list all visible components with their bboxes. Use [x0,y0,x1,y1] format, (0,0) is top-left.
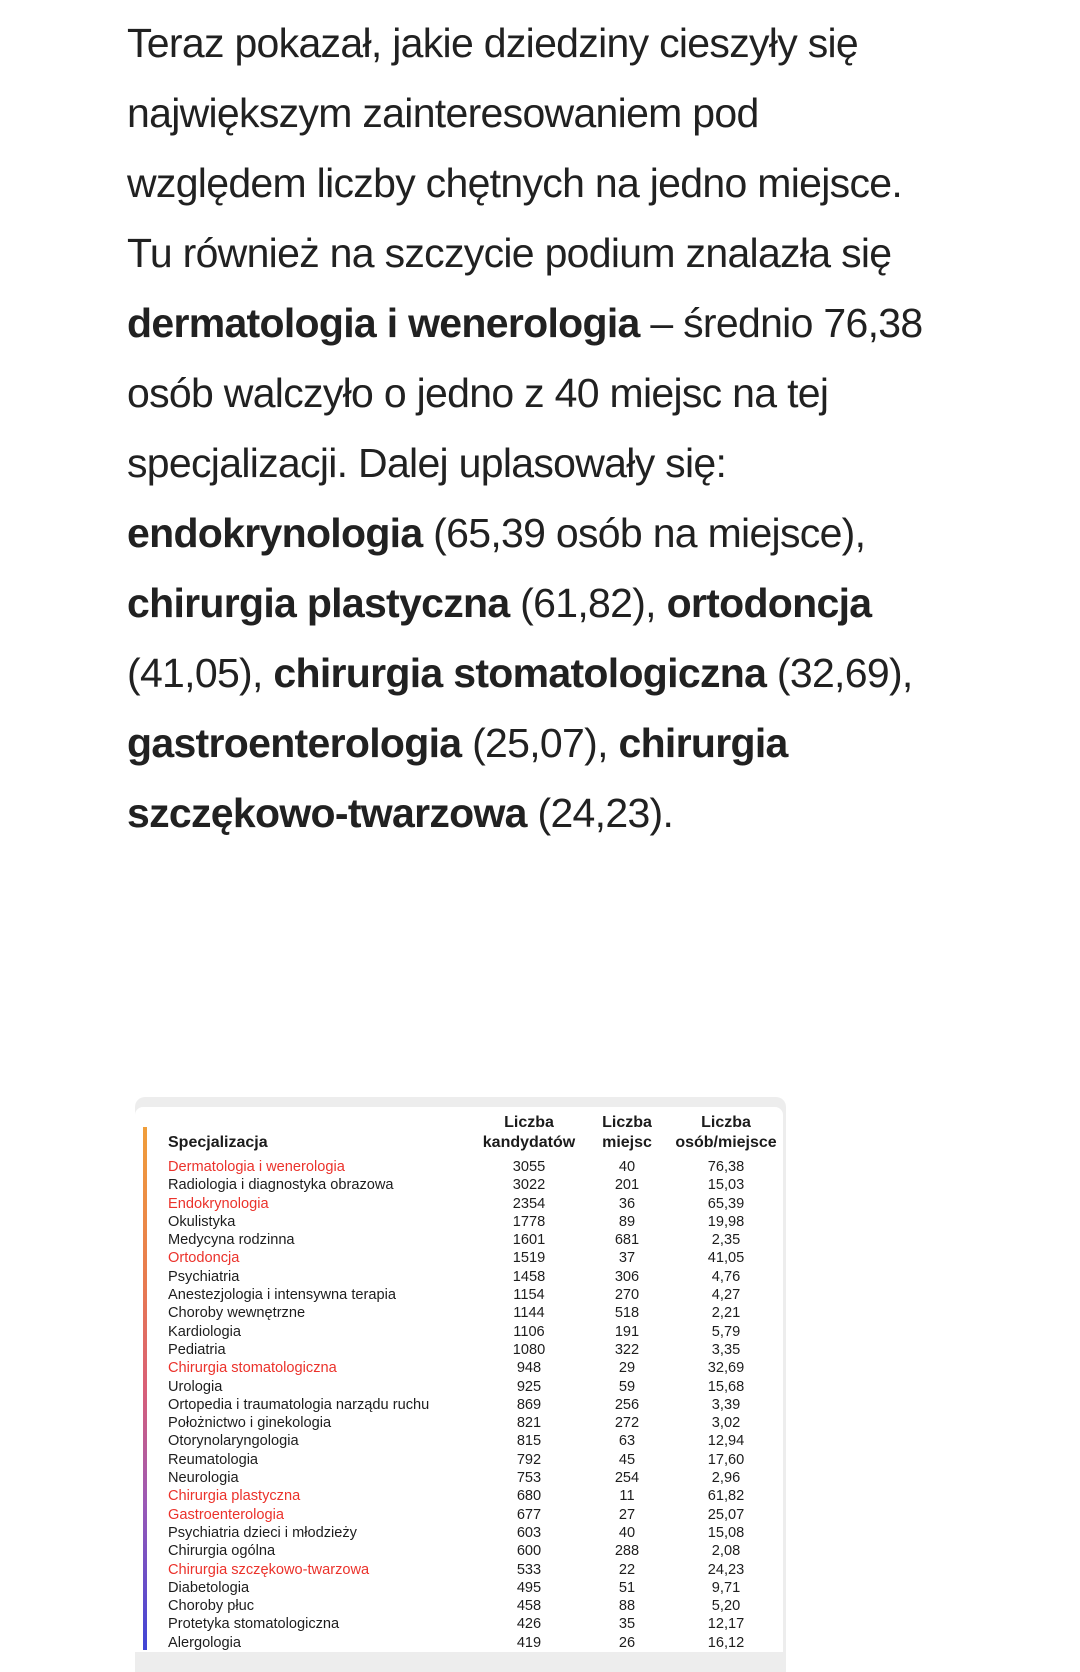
specialization-name: Kardiologia [168,1323,242,1340]
table-row [135,1213,783,1231]
ratio-value: 61,82 [707,1488,745,1505]
places-value: 256 [614,1396,640,1413]
ratio-value: 12,17 [707,1616,745,1633]
places-value: 29 [618,1360,636,1377]
table-row [135,1432,783,1450]
table-row [135,1451,783,1469]
ratio-value: 16,12 [707,1634,745,1651]
article-paragraph [127,8,927,848]
ratio-value: 3,35 [711,1341,741,1358]
places-value: 518 [614,1305,640,1322]
candidates-value: 3022 [512,1177,546,1194]
ratio-value: 4,27 [711,1287,741,1304]
candidates-value: 419 [516,1634,542,1651]
ratio-value: 15,03 [707,1177,745,1194]
candidates-value: 3055 [512,1159,546,1175]
article-text-segment: (32,69), [766,650,913,696]
places-value: 63 [618,1433,636,1450]
specialization-name: Radiologia i diagnostyka obrazowa [168,1177,394,1194]
article-bold-segment: endokrynologia [127,510,423,556]
ratio-value: 76,38 [707,1159,745,1175]
ratio-value: 25,07 [707,1506,745,1523]
table-row [135,1414,783,1432]
places-value: 89 [618,1213,636,1230]
specialization-name: Gastroenterologia [168,1506,285,1523]
places-value: 272 [614,1415,640,1432]
table-body [135,1158,783,1652]
places-value: 27 [618,1506,636,1523]
table-row [135,1597,783,1615]
specialization-name: Urologia [168,1378,223,1395]
table-row [135,1506,783,1524]
candidates-value: 603 [516,1524,542,1541]
ratio-value: 4,76 [711,1268,741,1285]
candidates-value: 1458 [512,1268,546,1285]
candidates-value: 815 [516,1433,542,1450]
ratio-value: 2,21 [711,1305,741,1322]
candidates-value: 680 [516,1488,542,1505]
places-value: 681 [614,1232,640,1249]
specializations-table-image [135,1097,786,1672]
ratio-value: 2,96 [711,1470,741,1487]
header-specialization [168,1113,475,1153]
places-value: 37 [618,1250,636,1267]
candidates-value: 1106 [513,1323,545,1340]
specialization-name: Psychiatria [168,1268,240,1285]
ratio-value: 19,98 [707,1213,745,1230]
article-bold-segment: chirurgia szczękowo-twarzowa [127,720,788,836]
ratio-value: 32,69 [707,1360,745,1377]
places-value: 40 [618,1524,636,1541]
table-row [135,1378,783,1396]
specialization-name: Okulistyka [168,1213,236,1230]
ratio-value: 9,71 [711,1579,741,1596]
places-value: 22 [618,1561,636,1578]
places-value: 35 [618,1616,636,1633]
article-bold-segment: dermatologia i wenerologia [127,300,640,346]
table-row [135,1542,783,1560]
specialization-name: Chirurgia plastyczna [168,1488,301,1505]
ratio-value: 5,79 [711,1323,741,1340]
specialization-name: Alergologia [168,1634,242,1651]
table-row [135,1231,783,1249]
table-row [135,1487,783,1505]
article-text-segment: – średnio 76,38 osób walczyło o jedno z 40 miejsc na tej specjalizacji. Dalej uplasowały się: [127,300,923,486]
candidates-value: 1154 [513,1287,545,1304]
candidates-value: 948 [516,1360,542,1377]
ratio-value: 3,02 [711,1415,741,1432]
article-bold-segment: gastroenterologia [127,720,462,766]
table-card [135,1107,783,1652]
table-row [135,1249,783,1267]
specialization-name: Neurologia [168,1470,239,1487]
specialization-name: Choroby płuc [168,1598,254,1615]
ratio-value: 5,20 [711,1598,741,1615]
table-row [135,1158,783,1176]
ratio-value: 65,39 [707,1195,745,1212]
specialization-name: Anestezjologia i intensywna terapia [168,1287,396,1304]
table-row [135,1323,783,1341]
article-text-segment: (25,07), [461,720,619,766]
specialization-name: Choroby wewnętrzne [168,1305,306,1322]
specialization-name: Dermatologia i wenerologia [168,1159,345,1175]
places-value: 45 [618,1451,636,1468]
places-value: 322 [614,1341,640,1358]
places-value: 270 [614,1287,640,1304]
article-text-segment: (41,05), [127,650,274,696]
specialization-name: Diabetologia [168,1579,250,1596]
specialization-name: Chirurgia szczękowo-twarzowa [168,1561,370,1578]
article-text-segment: (24,23). [526,790,674,836]
candidates-value: 1778 [512,1213,546,1230]
ratio-value: 2,08 [711,1543,741,1560]
table-header-row [135,1113,783,1153]
places-value: 306 [614,1268,640,1285]
table-row [135,1561,783,1579]
places-value: 40 [618,1159,636,1175]
table-row [135,1524,783,1542]
article-text-segment: (61,82), [509,580,667,626]
candidates-value: 2354 [512,1195,546,1212]
candidates-value: 458 [516,1598,542,1615]
candidates-value: 677 [516,1506,542,1523]
places-value: 59 [618,1378,636,1395]
specialization-name: Reumatologia [168,1451,259,1468]
candidates-value: 753 [516,1470,542,1487]
specialization-name: Chirurgia stomatologiczna [168,1360,337,1377]
header-places: Liczba miejsc [602,1114,652,1151]
specialization-name: Ortodoncja [168,1250,240,1267]
specialization-name: Położnictwo i ginekologia [168,1415,332,1432]
specialization-name: Ortopedia i traumatologia narządu ruchu [168,1396,430,1413]
specialization-name: Endokrynologia [168,1195,269,1212]
places-value: 11 [619,1488,635,1505]
article-bold-segment: chirurgia plastyczna [127,580,510,626]
table-row [135,1268,783,1286]
places-value: 254 [614,1470,640,1487]
candidates-value: 1601 [512,1232,546,1249]
candidates-value: 1080 [512,1341,546,1358]
ratio-value: 2,35 [711,1232,741,1249]
candidates-value: 821 [516,1415,542,1432]
article-bold-segment: ortodoncja [666,580,872,626]
candidates-value: 495 [516,1579,542,1596]
candidates-value: 925 [516,1378,542,1395]
candidates-value: 600 [516,1543,542,1560]
article-bold-segment: chirurgia stomatologiczna [273,650,767,696]
places-value: 201 [614,1177,640,1194]
ratio-value: 15,08 [707,1524,745,1541]
table-row [135,1634,783,1652]
header-ratio: Liczba osób/miejsce [675,1114,777,1151]
table-row [135,1304,783,1322]
table-row [135,1341,783,1359]
article-text-segment: Teraz pokazał, jakie dziedziny cieszyły się największym zainteresowaniem pod względem liczby chętnych na jedno miejsce. Tu również na szczycie podium znalazła się [127,20,903,276]
specialization-name: Protetyka stomatologiczna [168,1616,340,1633]
specialization-name: Medycyna rodzinna [168,1232,295,1249]
places-value: 191 [614,1323,640,1340]
specialization-name: Chirurgia ogólna [168,1543,276,1560]
table-row [135,1359,783,1377]
places-value: 26 [618,1634,636,1651]
candidates-value: 869 [516,1396,542,1413]
ratio-value: 17,60 [707,1451,745,1468]
table-row [135,1579,783,1597]
ratio-value: 12,94 [707,1433,745,1450]
places-value: 88 [618,1598,636,1615]
candidates-value: 1519 [512,1250,546,1267]
ratio-value: 41,05 [707,1250,745,1267]
candidates-value: 1144 [513,1305,545,1322]
places-value: 36 [618,1195,636,1212]
places-value: 51 [618,1579,636,1596]
table-row [135,1396,783,1414]
places-value: 288 [614,1543,640,1560]
ratio-value: 24,23 [707,1561,745,1578]
table-row [135,1615,783,1633]
table-row [135,1286,783,1304]
article-text-segment: (65,39 osób na miejsce), [422,510,866,556]
ratio-value: 3,39 [711,1396,741,1413]
table-row [135,1176,783,1194]
header-specialization-label: Specjalizacja [168,1134,268,1151]
specialization-name: Otorynolaryngologia [168,1433,299,1450]
ratio-value: 15,68 [707,1378,745,1395]
specialization-name: Pediatria [168,1341,226,1358]
candidates-value: 533 [516,1561,542,1578]
table-row [135,1195,783,1213]
table-row [135,1469,783,1487]
candidates-value: 426 [516,1616,542,1633]
specialization-name: Psychiatria dzieci i młodzieży [168,1524,357,1541]
candidates-value: 792 [516,1451,542,1468]
header-candidates: Liczba kandydatów [482,1114,576,1151]
